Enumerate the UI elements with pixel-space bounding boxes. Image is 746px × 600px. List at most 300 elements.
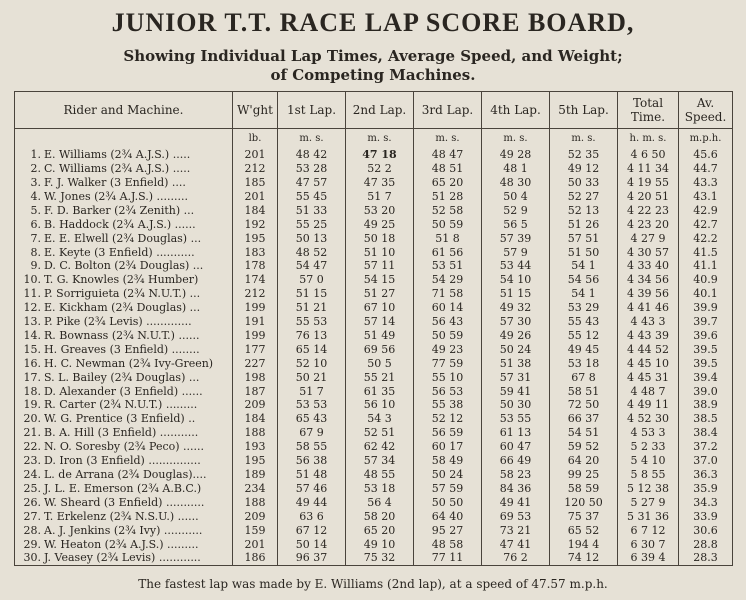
lap1-cell: 47 57 xyxy=(278,176,346,190)
lap5-cell: 54 51 xyxy=(550,426,618,440)
lap4-cell: 66 49 xyxy=(482,454,550,468)
lap3-cell: 48 47 xyxy=(414,148,482,162)
lap2-cell: 69 56 xyxy=(346,342,414,356)
rider-cell xyxy=(15,259,233,273)
rider-machine: E. Keyte (3 Enfield) ........... xyxy=(44,245,195,259)
lap3-cell: 55 10 xyxy=(414,370,482,384)
lap5-cell: 75 37 xyxy=(550,509,618,523)
lap4-cell: 59 41 xyxy=(482,384,550,398)
weight-cell: 209 xyxy=(233,509,278,523)
lap3-cell: 52 12 xyxy=(414,412,482,426)
weight-cell: 209 xyxy=(233,398,278,412)
weight-cell: 201 xyxy=(233,148,278,162)
table-row xyxy=(15,245,733,259)
lap1-cell: 50 21 xyxy=(278,370,346,384)
lap2-cell: 62 42 xyxy=(346,440,414,454)
table-row xyxy=(15,189,733,203)
lap3-cell: 95 27 xyxy=(414,523,482,537)
position-number: 19. xyxy=(23,398,41,412)
lap3-cell: 65 20 xyxy=(414,176,482,190)
lap5-cell: 64 20 xyxy=(550,454,618,468)
lap4-cell: 61 13 xyxy=(482,426,550,440)
rider-machine: R. Carter (2¾ N.U.T.) ......... xyxy=(44,398,198,412)
lap2-cell: 52 51 xyxy=(346,426,414,440)
lap-score-table xyxy=(14,91,733,566)
lap4-cell: 49 41 xyxy=(482,495,550,509)
total-cell: 4 45 31 xyxy=(618,370,679,384)
lap5-cell: 53 18 xyxy=(550,356,618,370)
weight-cell: 186 xyxy=(233,551,278,566)
rider-cell xyxy=(15,523,233,537)
lap4-cell: 54 10 xyxy=(482,273,550,287)
total-cell: 4 19 55 xyxy=(618,176,679,190)
speed-cell: 41.5 xyxy=(679,245,733,259)
rider-cell xyxy=(15,537,233,551)
lap2-cell: 56 10 xyxy=(346,398,414,412)
table-row xyxy=(15,481,733,495)
table-row xyxy=(15,342,733,356)
rider-machine: W. Jones (2¾ A.J.S.) ......... xyxy=(44,189,188,203)
rider-machine: A. J. Jenkins (2¾ Ivy) ........... xyxy=(44,523,203,537)
lap5-cell: 54 1 xyxy=(550,287,618,301)
lap5-cell: 59 52 xyxy=(550,440,618,454)
total-cell: 6 39 4 xyxy=(618,551,679,566)
lap4-cell: 50 24 xyxy=(482,342,550,356)
lap1-cell: 49 44 xyxy=(278,495,346,509)
speed-cell: 39.5 xyxy=(679,356,733,370)
lap1-cell: 50 13 xyxy=(278,231,346,245)
col-header-lap3: 3rd Lap. xyxy=(414,92,482,129)
lap1-cell: 76 13 xyxy=(278,328,346,342)
rider-machine: D. C. Bolton (2¾ Douglas) ... xyxy=(44,259,204,273)
lap3-cell: 71 58 xyxy=(414,287,482,301)
lap1-cell: 51 48 xyxy=(278,468,346,482)
rider-machine: T. Erkelenz (2¾ N.S.U.) ...... xyxy=(44,509,199,523)
lap5-cell: 55 12 xyxy=(550,328,618,342)
speed-cell: 35.9 xyxy=(679,481,733,495)
lap5-cell: 49 12 xyxy=(550,162,618,176)
lap2-cell: 61 35 xyxy=(346,384,414,398)
lap4-cell: 84 36 xyxy=(482,481,550,495)
table-row xyxy=(15,384,733,398)
total-cell: 4 22 23 xyxy=(618,203,679,217)
table-row xyxy=(15,537,733,551)
rider-cell xyxy=(15,301,233,315)
speed-cell: 34.3 xyxy=(679,495,733,509)
lap1-cell: 48 42 xyxy=(278,148,346,162)
lap3-cell: 77 11 xyxy=(414,551,482,566)
rider-cell xyxy=(15,370,233,384)
lap4-cell: 76 2 xyxy=(482,551,550,566)
lap5-cell: 72 50 xyxy=(550,398,618,412)
lap1-cell: 52 10 xyxy=(278,356,346,370)
speed-cell: 42.7 xyxy=(679,217,733,231)
weight-cell: 195 xyxy=(233,454,278,468)
rider-cell xyxy=(15,551,233,566)
lap5-cell: 51 50 xyxy=(550,245,618,259)
rider-machine: R. Bownass (2¾ N.U.T.) ...... xyxy=(44,328,200,342)
rider-cell xyxy=(15,148,233,162)
speed-cell: 37.0 xyxy=(679,454,733,468)
table-row xyxy=(15,328,733,342)
lap2-cell: 57 11 xyxy=(346,259,414,273)
rider-cell xyxy=(15,217,233,231)
unit-speed: m.p.h. xyxy=(679,129,733,148)
rider-machine: J. L. E. Emerson (2¾ A.B.C.) xyxy=(44,481,202,495)
total-cell: 4 45 10 xyxy=(618,356,679,370)
lap2-cell: 58 20 xyxy=(346,509,414,523)
lap2-cell: 48 55 xyxy=(346,468,414,482)
speed-cell: 40.9 xyxy=(679,273,733,287)
table-row xyxy=(15,176,733,190)
lap3-cell: 64 40 xyxy=(414,509,482,523)
rider-cell xyxy=(15,356,233,370)
lap4-cell: 60 47 xyxy=(482,440,550,454)
weight-cell: 188 xyxy=(233,495,278,509)
lap3-cell: 51 28 xyxy=(414,189,482,203)
lap3-cell: 48 51 xyxy=(414,162,482,176)
position-number: 9. xyxy=(30,259,41,273)
speed-cell: 38.5 xyxy=(679,412,733,426)
lap4-cell: 49 28 xyxy=(482,148,550,162)
lap1-cell: 53 53 xyxy=(278,398,346,412)
lap4-cell: 53 55 xyxy=(482,412,550,426)
speed-cell: 40.1 xyxy=(679,287,733,301)
lap1-cell: 65 14 xyxy=(278,342,346,356)
lap1-cell: 67 9 xyxy=(278,426,346,440)
lap1-cell: 53 28 xyxy=(278,162,346,176)
weight-cell: 174 xyxy=(233,273,278,287)
col-header-lap1: 1st Lap. xyxy=(278,92,346,129)
total-cell: 5 2 33 xyxy=(618,440,679,454)
lap3-cell: 50 59 xyxy=(414,217,482,231)
lap4-cell: 50 30 xyxy=(482,398,550,412)
table-row xyxy=(15,454,733,468)
lap4-cell: 53 44 xyxy=(482,259,550,273)
lap4-cell: 69 53 xyxy=(482,509,550,523)
lap1-cell: 96 37 xyxy=(278,551,346,566)
col-header-total: Total Time. xyxy=(618,92,679,129)
table-row xyxy=(15,551,733,566)
lap1-cell: 51 33 xyxy=(278,203,346,217)
lap5-cell: 99 25 xyxy=(550,468,618,482)
lap3-cell: 50 24 xyxy=(414,468,482,482)
lap2-cell: 50 5 xyxy=(346,356,414,370)
lap4-cell: 50 4 xyxy=(482,189,550,203)
table-row xyxy=(15,315,733,329)
lap4-cell: 57 39 xyxy=(482,231,550,245)
lap2-cell: 51 7 xyxy=(346,189,414,203)
total-cell: 4 11 34 xyxy=(618,162,679,176)
speed-cell: 33.9 xyxy=(679,509,733,523)
lap5-cell: 58 51 xyxy=(550,384,618,398)
table-row xyxy=(15,426,733,440)
page-title: JUNIOR T.T. RACE LAP SCORE BOARD, xyxy=(111,8,635,37)
total-cell: 5 12 38 xyxy=(618,481,679,495)
lap2-cell: 57 34 xyxy=(346,454,414,468)
position-number: 26. xyxy=(23,495,41,509)
lap3-cell: 49 23 xyxy=(414,342,482,356)
lap3-cell: 56 59 xyxy=(414,426,482,440)
lap2-cell: 49 25 xyxy=(346,217,414,231)
lap4-cell: 57 30 xyxy=(482,315,550,329)
lap2-cell: 53 18 xyxy=(346,481,414,495)
lap3-cell: 58 49 xyxy=(414,454,482,468)
table-row xyxy=(15,231,733,245)
rider-machine: N. O. Soresby (2¾ Peco) ...... xyxy=(44,440,205,454)
rider-cell xyxy=(15,231,233,245)
weight-cell: 199 xyxy=(233,328,278,342)
weight-cell: 192 xyxy=(233,217,278,231)
col-header-weight: W'ght xyxy=(233,92,278,129)
lap5-cell: 57 51 xyxy=(550,231,618,245)
lap5-cell: 194 4 xyxy=(550,537,618,551)
rider-cell xyxy=(15,412,233,426)
unit-lap2: m. s. xyxy=(346,129,414,148)
lap1-cell: 63 6 xyxy=(278,509,346,523)
total-cell: 4 41 46 xyxy=(618,301,679,315)
rider-cell xyxy=(15,162,233,176)
lap2-cell: 51 10 xyxy=(346,245,414,259)
lap5-cell: 74 12 xyxy=(550,551,618,566)
lap4-cell: 49 26 xyxy=(482,328,550,342)
position-number: 16. xyxy=(23,356,41,370)
rider-cell xyxy=(15,315,233,329)
weight-cell: 184 xyxy=(233,203,278,217)
lap3-cell: 57 59 xyxy=(414,481,482,495)
fastest-lap-note: The fastest lap was made by E. Williams (2nd lap), at a speed of 47.57 m.p.h. xyxy=(138,577,608,591)
rider-machine: W. Heaton (2¾ A.J.S.) ......... xyxy=(44,537,199,551)
speed-cell: 41.1 xyxy=(679,259,733,273)
position-number: 13. xyxy=(23,315,41,329)
lap2-cell: 53 20 xyxy=(346,203,414,217)
lap1-cell: 51 15 xyxy=(278,287,346,301)
rider-machine: B. Haddock (2¾ A.J.S.) ...... xyxy=(44,217,196,231)
position-number: 23. xyxy=(23,454,41,468)
lap5-cell: 54 56 xyxy=(550,273,618,287)
rider-machine: B. A. Hill (3 Enfield) ........... xyxy=(44,426,199,440)
lap5-cell: 54 1 xyxy=(550,259,618,273)
table-row xyxy=(15,273,733,287)
lap4-cell: 56 5 xyxy=(482,217,550,231)
total-cell: 4 23 20 xyxy=(618,217,679,231)
rider-machine: E. E. Elwell (2¾ Douglas) ... xyxy=(44,231,202,245)
lap1-cell: 50 14 xyxy=(278,537,346,551)
rider-cell xyxy=(15,328,233,342)
speed-cell: 39.9 xyxy=(679,301,733,315)
lap1-cell: 48 52 xyxy=(278,245,346,259)
lap2-cell: 50 18 xyxy=(346,231,414,245)
rider-machine: D. Alexander (3 Enfield) ...... xyxy=(44,384,203,398)
lap2-cell: 52 2 xyxy=(346,162,414,176)
speed-cell: 39.4 xyxy=(679,370,733,384)
weight-cell: 198 xyxy=(233,370,278,384)
lap3-cell: 50 59 xyxy=(414,328,482,342)
position-number: 7. xyxy=(30,231,41,245)
table-row xyxy=(15,287,733,301)
speed-cell: 37.2 xyxy=(679,440,733,454)
position-number: 5. xyxy=(30,203,41,217)
unit-lap4: m. s. xyxy=(482,129,550,148)
rider-machine: P. Sorriguieta (2¾ N.U.T.) ... xyxy=(44,287,201,301)
lap4-cell: 51 38 xyxy=(482,356,550,370)
lap4-cell: 73 21 xyxy=(482,523,550,537)
position-number: 10. xyxy=(23,273,41,287)
lap1-cell: 51 7 xyxy=(278,384,346,398)
lap3-cell: 51 8 xyxy=(414,231,482,245)
lap2-cell: 49 10 xyxy=(346,537,414,551)
rider-cell xyxy=(15,481,233,495)
position-number: 18. xyxy=(23,384,41,398)
weight-cell: 159 xyxy=(233,523,278,537)
table-row xyxy=(15,259,733,273)
rider-cell xyxy=(15,384,233,398)
units-row xyxy=(15,129,733,148)
lap4-cell: 49 32 xyxy=(482,301,550,315)
position-number: 29. xyxy=(23,537,41,551)
lap2-cell: 67 10 xyxy=(346,301,414,315)
col-header-lap2: 2nd Lap. xyxy=(346,92,414,129)
rider-machine: E. Kickham (2¾ Douglas) ... xyxy=(44,301,201,315)
position-number: 4. xyxy=(30,189,41,203)
total-cell: 4 49 11 xyxy=(618,398,679,412)
speed-cell: 28.8 xyxy=(679,537,733,551)
total-cell: 4 52 30 xyxy=(618,412,679,426)
total-cell: 5 4 10 xyxy=(618,454,679,468)
lap3-cell: 77 59 xyxy=(414,356,482,370)
speed-cell: 39.6 xyxy=(679,328,733,342)
speed-cell: 42.9 xyxy=(679,203,733,217)
total-cell: 4 20 51 xyxy=(618,189,679,203)
rider-machine: F. D. Barker (2¾ Zenith) ... xyxy=(44,203,195,217)
lap1-cell: 55 45 xyxy=(278,189,346,203)
lap2-cell: 55 21 xyxy=(346,370,414,384)
unit-lap5: m. s. xyxy=(550,129,618,148)
weight-cell: 212 xyxy=(233,162,278,176)
lap2-cell: 75 32 xyxy=(346,551,414,566)
lap1-cell: 55 53 xyxy=(278,315,346,329)
lap5-cell: 55 43 xyxy=(550,315,618,329)
lap4-cell: 48 30 xyxy=(482,176,550,190)
position-number: 21. xyxy=(23,426,41,440)
position-number: 14. xyxy=(23,328,41,342)
unit-weight: lb. xyxy=(233,129,278,148)
table-row xyxy=(15,509,733,523)
weight-cell: 201 xyxy=(233,189,278,203)
total-cell: 4 6 50 xyxy=(618,148,679,162)
table-row xyxy=(15,495,733,509)
rider-machine: W. G. Prentice (3 Enfield) .. xyxy=(44,412,196,426)
table-row xyxy=(15,440,733,454)
unit-lap1: m. s. xyxy=(278,129,346,148)
header-row xyxy=(15,92,733,129)
table-row xyxy=(15,398,733,412)
col-header-lap4: 4th Lap. xyxy=(482,92,550,129)
weight-cell: 199 xyxy=(233,301,278,315)
lap2-cell: 54 15 xyxy=(346,273,414,287)
position-number: 15. xyxy=(23,342,41,356)
weight-cell: 178 xyxy=(233,259,278,273)
total-cell: 5 31 36 xyxy=(618,509,679,523)
table-row xyxy=(15,301,733,315)
weight-cell: 187 xyxy=(233,384,278,398)
table-row xyxy=(15,370,733,384)
lap5-cell: 58 59 xyxy=(550,481,618,495)
lap3-cell: 56 53 xyxy=(414,384,482,398)
lap3-cell: 48 58 xyxy=(414,537,482,551)
speed-cell: 45.6 xyxy=(679,148,733,162)
lap1-cell: 51 21 xyxy=(278,301,346,315)
units-blank xyxy=(15,129,233,148)
rider-cell xyxy=(15,426,233,440)
weight-cell: 184 xyxy=(233,412,278,426)
lap3-cell: 50 50 xyxy=(414,495,482,509)
speed-cell: 44.7 xyxy=(679,162,733,176)
total-cell: 4 53 3 xyxy=(618,426,679,440)
rider-cell xyxy=(15,342,233,356)
table-row xyxy=(15,412,733,426)
lap4-cell: 51 15 xyxy=(482,287,550,301)
lap1-cell: 56 38 xyxy=(278,454,346,468)
lap3-cell: 53 51 xyxy=(414,259,482,273)
lap2-cell: 57 14 xyxy=(346,315,414,329)
lap1-cell: 67 12 xyxy=(278,523,346,537)
subtitle-line-1: Showing Individual Lap Times, Average Speed, and Weight; xyxy=(123,47,623,65)
speed-cell: 39.5 xyxy=(679,342,733,356)
lap4-cell: 57 9 xyxy=(482,245,550,259)
lap4-cell: 58 23 xyxy=(482,468,550,482)
lap1-cell: 55 25 xyxy=(278,217,346,231)
rider-cell xyxy=(15,495,233,509)
speed-cell: 36.3 xyxy=(679,468,733,482)
weight-cell: 189 xyxy=(233,468,278,482)
rider-cell xyxy=(15,273,233,287)
total-cell: 4 34 56 xyxy=(618,273,679,287)
rider-cell xyxy=(15,440,233,454)
rider-machine: P. Pike (2¾ Levis) ............. xyxy=(44,315,192,329)
position-number: 6. xyxy=(30,217,41,231)
position-number: 20. xyxy=(23,412,41,426)
lap1-cell: 65 43 xyxy=(278,412,346,426)
lap5-cell: 53 29 xyxy=(550,301,618,315)
rider-machine: D. Iron (3 Enfield) ............... xyxy=(44,454,201,468)
total-cell: 4 30 57 xyxy=(618,245,679,259)
weight-cell: 191 xyxy=(233,315,278,329)
lap2-cell: 47 35 xyxy=(346,176,414,190)
speed-cell: 30.6 xyxy=(679,523,733,537)
table-row xyxy=(15,523,733,537)
rider-machine: L. de Arrana (2¾ Douglas).... xyxy=(44,468,207,481)
rider-cell xyxy=(15,468,233,482)
table-row xyxy=(15,162,733,176)
rider-machine: J. Veasey (2¾ Levis) ............ xyxy=(44,551,201,565)
col-header-lap5: 5th Lap. xyxy=(550,92,618,129)
position-number: 3. xyxy=(30,175,41,189)
position-number: 11. xyxy=(23,287,41,301)
total-cell: 4 33 40 xyxy=(618,259,679,273)
lap3-cell: 55 38 xyxy=(414,398,482,412)
weight-cell: 227 xyxy=(233,356,278,370)
lap4-cell: 57 31 xyxy=(482,370,550,384)
lap5-cell: 120 50 xyxy=(550,495,618,509)
rider-machine: E. Williams (2¾ A.J.S.) ..... xyxy=(44,148,191,162)
lap2-cell: 65 20 xyxy=(346,523,414,537)
position-number: 27. xyxy=(23,509,41,523)
lap3-cell: 56 43 xyxy=(414,315,482,329)
weight-cell: 212 xyxy=(233,287,278,301)
col-header-speed: Av. Speed. xyxy=(679,92,733,129)
rider-machine: H. C. Newman (2¾ Ivy-Green) xyxy=(44,356,214,370)
